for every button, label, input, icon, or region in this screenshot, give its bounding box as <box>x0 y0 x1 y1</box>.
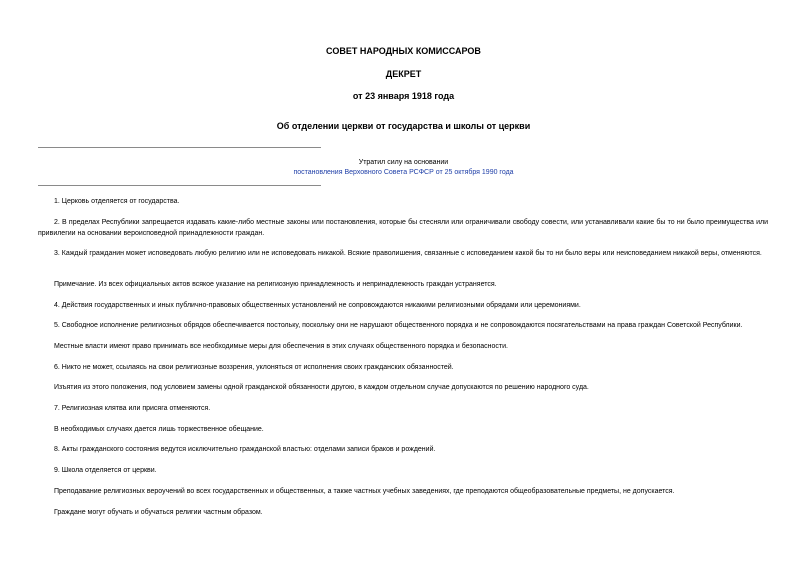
status-note-text: Утратил силу на основании <box>358 159 449 166</box>
paragraph-2: 2. В пределах Республики запрещается издавать какие-либо местные законы или постановления, которые бы стесняли или ограничивали свободу совести, или устанавливали какие бы то ни было преимущества или привилегии на основании вероисповедной принадлежности граждан. <box>38 219 768 237</box>
status-note-link-wrap <box>0 168 807 178</box>
paragraph-3-note: Примечание. Из всех официальных актов всякое указание на религиозную принадлежность и непринадлежность граждан устраняется. <box>54 281 497 288</box>
document-issuer: СОВЕТ НАРОДНЫХ КОМИССАРОВ <box>326 46 481 56</box>
paragraph-5-local: Местные власти имеют право принимать все необходимые меры для обеспечения в этих случаях общественного порядка и безопасности. <box>54 343 508 350</box>
paragraph-5: 5. Свободное исполнение религиозных обрядов обеспечивается постольку, поскольку они не нарушают общественного порядка и не сопровождаются посягательствами на права граждан Советской Республики. <box>54 322 743 329</box>
paragraph-6: 6. Никто не может, ссылаясь на свои религиозные воззрения, уклоняться от исполнения своих гражданских обязанностей. <box>54 364 454 371</box>
paragraph-4: 4. Действия государственных и иных публично-правовых общественных установлений не сопровождаются никакими религиозными обрядами или церемониями. <box>54 302 581 309</box>
document-date: от 23 января 1918 года <box>352 91 455 101</box>
paragraph-8: 8. Акты гражданского состояния ведутся исключительно гражданской властью: отделами записи браков и рождений. <box>54 446 436 453</box>
paragraph-7: 7. Религиозная клятва или присяга отменяются. <box>54 405 211 412</box>
top-divider <box>38 147 321 148</box>
paragraph-9-private: Граждане могут обучать и обучаться религии частным образом. <box>54 509 263 516</box>
document-title: Об отделении церкви от государства и школы от церкви <box>276 121 531 131</box>
paragraph-6-exemption: Изъятия из этого положения, под условием замены одной гражданской обязанности другою, в каждом отдельном случае допускаются по решению народного суда. <box>54 384 589 391</box>
paragraph-1: 1. Церковь отделяется от государства. <box>54 198 180 205</box>
document-type: ДЕКРЕТ <box>385 69 422 79</box>
bottom-divider <box>38 185 321 186</box>
paragraph-9-teaching: Преподавание религиозных вероучений во всех государственных и общественных, а также частных учебных заведениях, где преподаются общеобразовательные предметы, не допускается. <box>54 488 675 495</box>
repeal-resolution-link[interactable]: постановления Верховного Совета РСФСР от 25 октября 1990 года <box>293 169 514 176</box>
paragraph-3: 3. Каждый гражданин может исповедовать любую религию или не исповедовать никакой. Всякие праволишения, связанные с исповеданием какой бы то ни было веры или неисповеданием никакой веры, отменяются. <box>54 250 762 257</box>
paragraph-7-promise: В необходимых случаях дается лишь торжественное обещание. <box>54 426 264 433</box>
paragraph-9: 9. Школа отделяется от церкви. <box>54 467 157 474</box>
